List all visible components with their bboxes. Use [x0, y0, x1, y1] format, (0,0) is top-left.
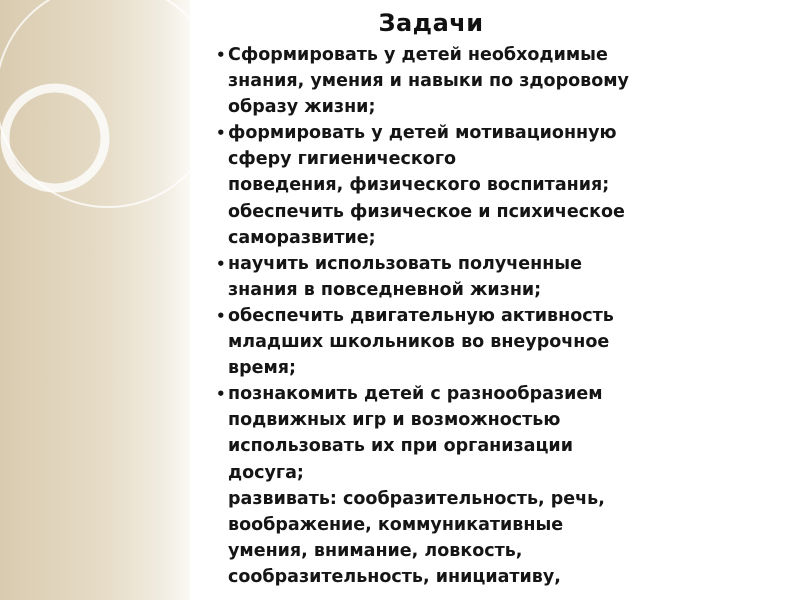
task-text: развивать: сообразительность, речь,	[228, 488, 605, 509]
task-line	[216, 120, 686, 146]
task-line	[216, 277, 686, 303]
task-line	[216, 303, 686, 329]
task-text: саморазвитие;	[228, 227, 376, 248]
bullet-mark: •	[216, 385, 226, 404]
task-line	[216, 407, 686, 433]
task-text: образу жизни;	[228, 97, 376, 118]
task-item	[216, 381, 686, 590]
task-line	[216, 329, 686, 355]
decorative-side-panel	[0, 0, 190, 600]
task-text: использовать их при организации	[228, 436, 573, 457]
task-text: воображение, коммуникативные	[228, 514, 564, 535]
task-text: младших школьников во внеурочное	[228, 332, 610, 353]
task-item	[216, 42, 686, 120]
task-item	[216, 303, 686, 381]
task-text: обеспечить физическое и психическое	[228, 201, 625, 222]
task-line	[216, 68, 686, 94]
bullet-mark: •	[216, 306, 226, 325]
task-text: досуга;	[228, 462, 304, 483]
task-text: подвижных игр и возможностью	[228, 410, 561, 431]
task-text: знания, умения и навыки по здоровому	[228, 71, 629, 92]
task-list	[216, 42, 686, 590]
task-line	[216, 172, 686, 198]
task-text: научить использовать полученные	[228, 253, 582, 274]
task-text: обеспечить двигательную активность	[228, 305, 614, 326]
task-text: формировать у детей мотивационную	[228, 123, 617, 144]
ring-small	[5, 88, 105, 188]
task-line	[216, 433, 686, 459]
task-line	[216, 564, 686, 590]
task-text: Сформировать у детей необходимые	[228, 45, 608, 65]
task-line	[216, 538, 686, 564]
task-line	[216, 199, 686, 225]
task-line	[216, 381, 686, 407]
task-text: умения, внимание, ловкость,	[228, 540, 523, 561]
task-item	[216, 120, 686, 250]
task-text: время;	[228, 358, 297, 379]
bullet-mark: •	[216, 46, 226, 64]
decorative-rings	[0, 0, 190, 600]
bullet-mark: •	[216, 254, 226, 273]
bullet-mark: •	[216, 124, 226, 143]
task-text: сообразительность, инициативу,	[228, 566, 561, 587]
task-line	[216, 42, 686, 68]
task-line	[216, 94, 686, 120]
task-line	[216, 486, 686, 512]
task-line	[216, 225, 686, 251]
task-text: познакомить детей с разнообразием	[228, 384, 603, 405]
task-line	[216, 355, 686, 381]
task-line	[216, 512, 686, 538]
slide-title: Задачи	[378, 9, 484, 37]
task-item	[216, 251, 686, 303]
task-line	[216, 460, 686, 486]
task-text: знания в повседневной жизни;	[228, 279, 542, 300]
task-line	[216, 146, 686, 172]
task-text: поведения, физического воспитания;	[228, 175, 610, 196]
task-text: сферу гигиенического	[228, 149, 456, 170]
task-line	[216, 251, 686, 277]
